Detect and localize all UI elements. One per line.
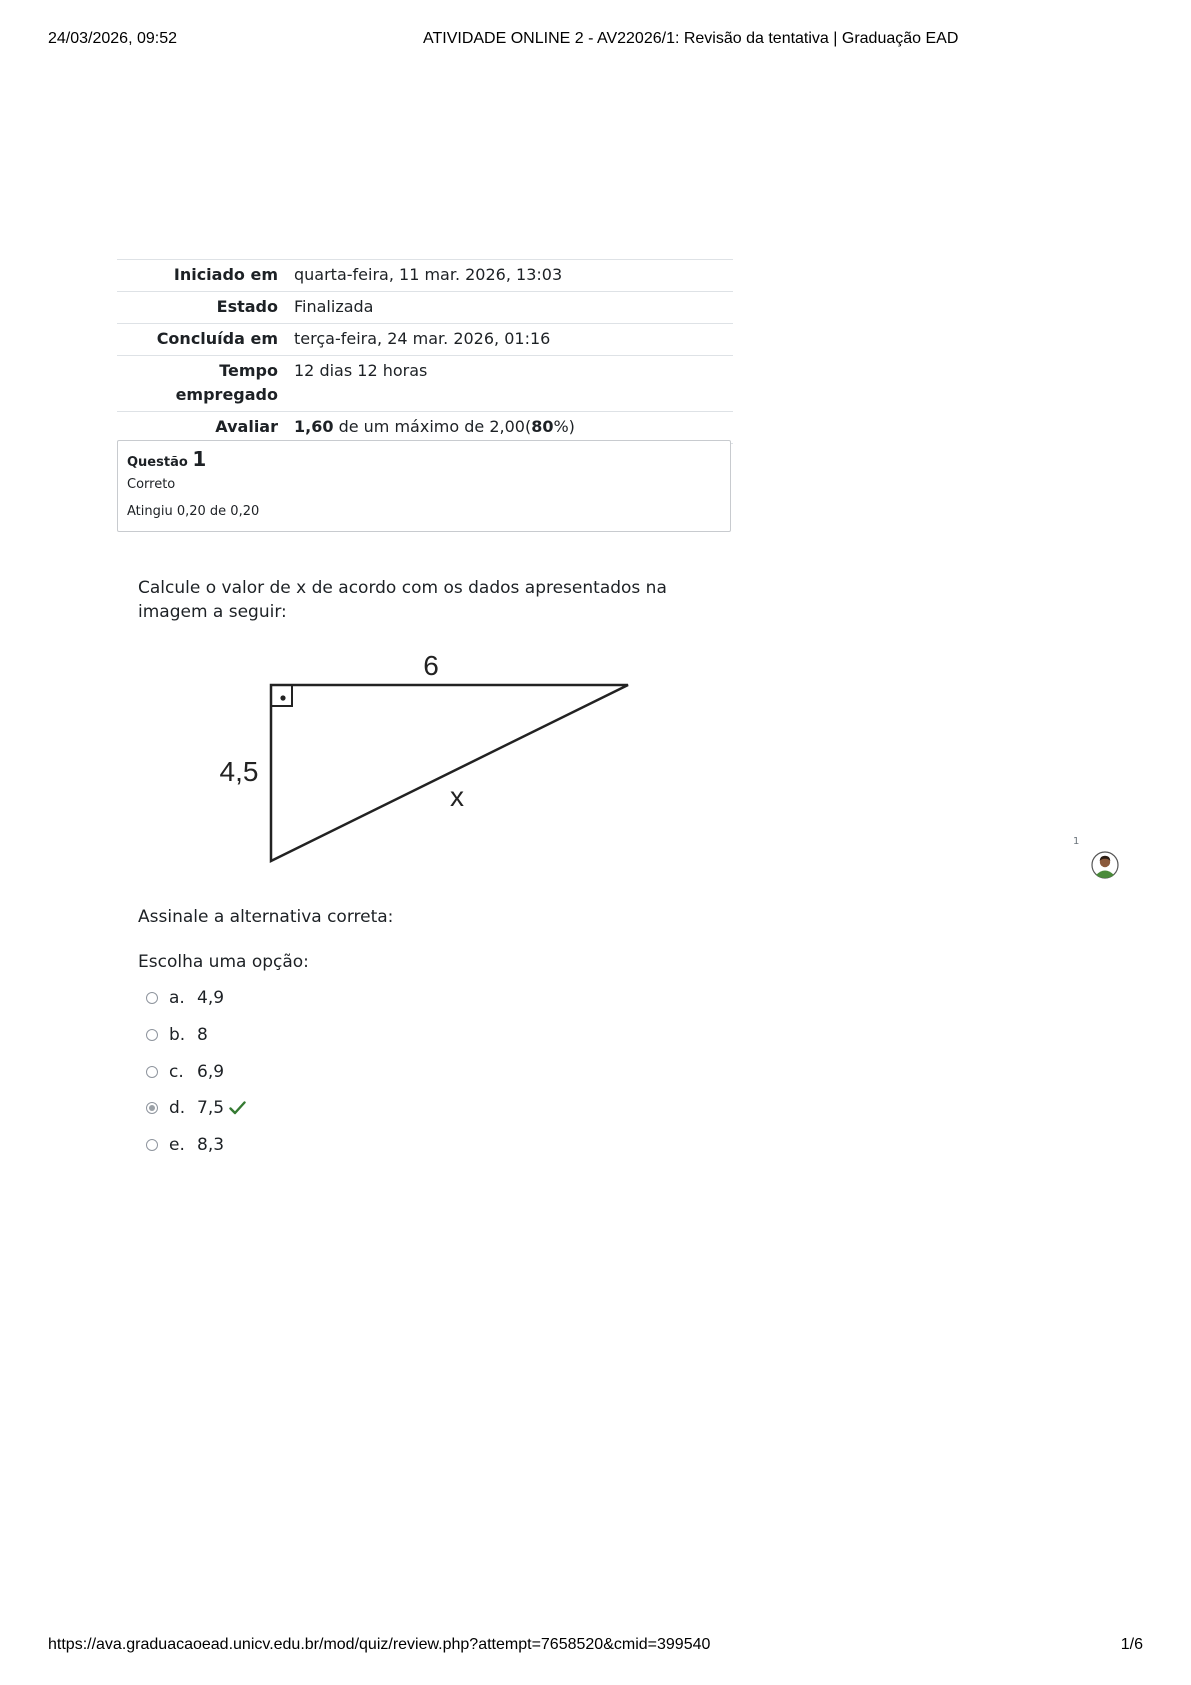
triangle-figure — [205, 643, 635, 865]
option-letter: d. — [169, 1098, 186, 1118]
question-state: Correto — [127, 477, 176, 492]
question-number — [127, 447, 721, 471]
print-header — [48, 30, 1143, 50]
option-value: 7,5 — [197, 1098, 225, 1118]
answer-option-d[interactable] — [146, 1096, 246, 1120]
option-letter: c. — [169, 1062, 184, 1082]
print-footer — [48, 1636, 1143, 1656]
attempt-summary-table — [117, 259, 733, 444]
state-value: Finalizada — [286, 292, 733, 324]
question-mark: Atingiu 0,20 de 0,20 — [127, 504, 260, 519]
question-label: Questão — [127, 455, 193, 470]
user-avatar-icon[interactable] — [1091, 851, 1119, 879]
state-label: Estado — [117, 292, 286, 324]
option-value: 8 — [197, 1025, 208, 1045]
answer-option-a[interactable] — [146, 986, 224, 1010]
option-value: 4,9 — [197, 988, 225, 1008]
right-angle-dot — [280, 695, 285, 700]
time-value: 12 dias 12 horas — [286, 356, 733, 412]
left-side-label: 4,5 — [219, 756, 259, 787]
question-info-box — [117, 440, 731, 532]
option-letter: a. — [169, 988, 185, 1008]
summary-row-grade — [117, 412, 733, 444]
option-value: 6,9 — [197, 1062, 225, 1082]
completed-value: terça-feira, 24 mar. 2026, 01:16 — [286, 324, 733, 356]
grade-value — [286, 412, 733, 444]
started-label: Iniciado em — [117, 260, 286, 292]
answer-option-b[interactable] — [146, 1023, 208, 1047]
time-label — [117, 356, 286, 412]
question-text: Calcule o valor de x de acordo com os dados apresentados na imagem a seguir: — [138, 578, 667, 622]
radio-d[interactable] — [146, 1102, 158, 1114]
summary-row-time — [117, 356, 733, 412]
print-url: https://ava.graduacaoead.unicv.edu.br/mod/quiz/review.php?attempt=7658520&cmid=399540 — [48, 1636, 711, 1653]
answer-option-e[interactable] — [146, 1133, 224, 1157]
radio-b[interactable] — [146, 1029, 158, 1041]
question-prompt: Assinale a alternativa correta: — [138, 907, 394, 927]
radio-a[interactable] — [146, 992, 158, 1004]
right-angle-marker — [271, 685, 292, 706]
triangle-shape — [271, 685, 628, 861]
choose-label: Escolha uma opção: — [138, 952, 309, 972]
print-page-number: 1/6 — [1120, 1636, 1143, 1653]
page-marker: 1 — [1073, 836, 1080, 847]
radio-c[interactable] — [146, 1066, 158, 1078]
grade-percent: 80 — [531, 417, 554, 436]
option-letter: b. — [169, 1025, 186, 1045]
option-letter: e. — [169, 1135, 185, 1155]
completed-label: Concluída em — [117, 324, 286, 356]
option-value: 8,3 — [197, 1135, 225, 1155]
grade-score: 1,60 — [294, 417, 334, 436]
grade-text-end: %) — [553, 417, 575, 436]
hypotenuse-label: x — [450, 781, 464, 812]
summary-row-completed — [117, 324, 733, 356]
started-value: quarta-feira, 11 mar. 2026, 13:03 — [286, 260, 733, 292]
print-datetime: 24/03/2026, 09:52 — [48, 30, 178, 47]
summary-row-state — [117, 292, 733, 324]
answer-option-c[interactable] — [146, 1060, 224, 1084]
summary-row-started — [117, 260, 733, 292]
correct-check-icon — [229, 1101, 246, 1115]
grade-label: Avaliar — [117, 412, 286, 444]
radio-e[interactable] — [146, 1139, 158, 1151]
top-side-label: 6 — [423, 650, 439, 681]
time-label-line2: empregado — [175, 385, 278, 404]
question-number-value: 1 — [192, 447, 207, 471]
grade-text-mid: de um máximo de 2,00( — [333, 417, 532, 436]
time-label-line1: Tempo — [219, 361, 278, 380]
print-page-title: ATIVIDADE ONLINE 2 - AV22026/1: Revisão da tentativa | Graduação EAD — [423, 30, 959, 47]
